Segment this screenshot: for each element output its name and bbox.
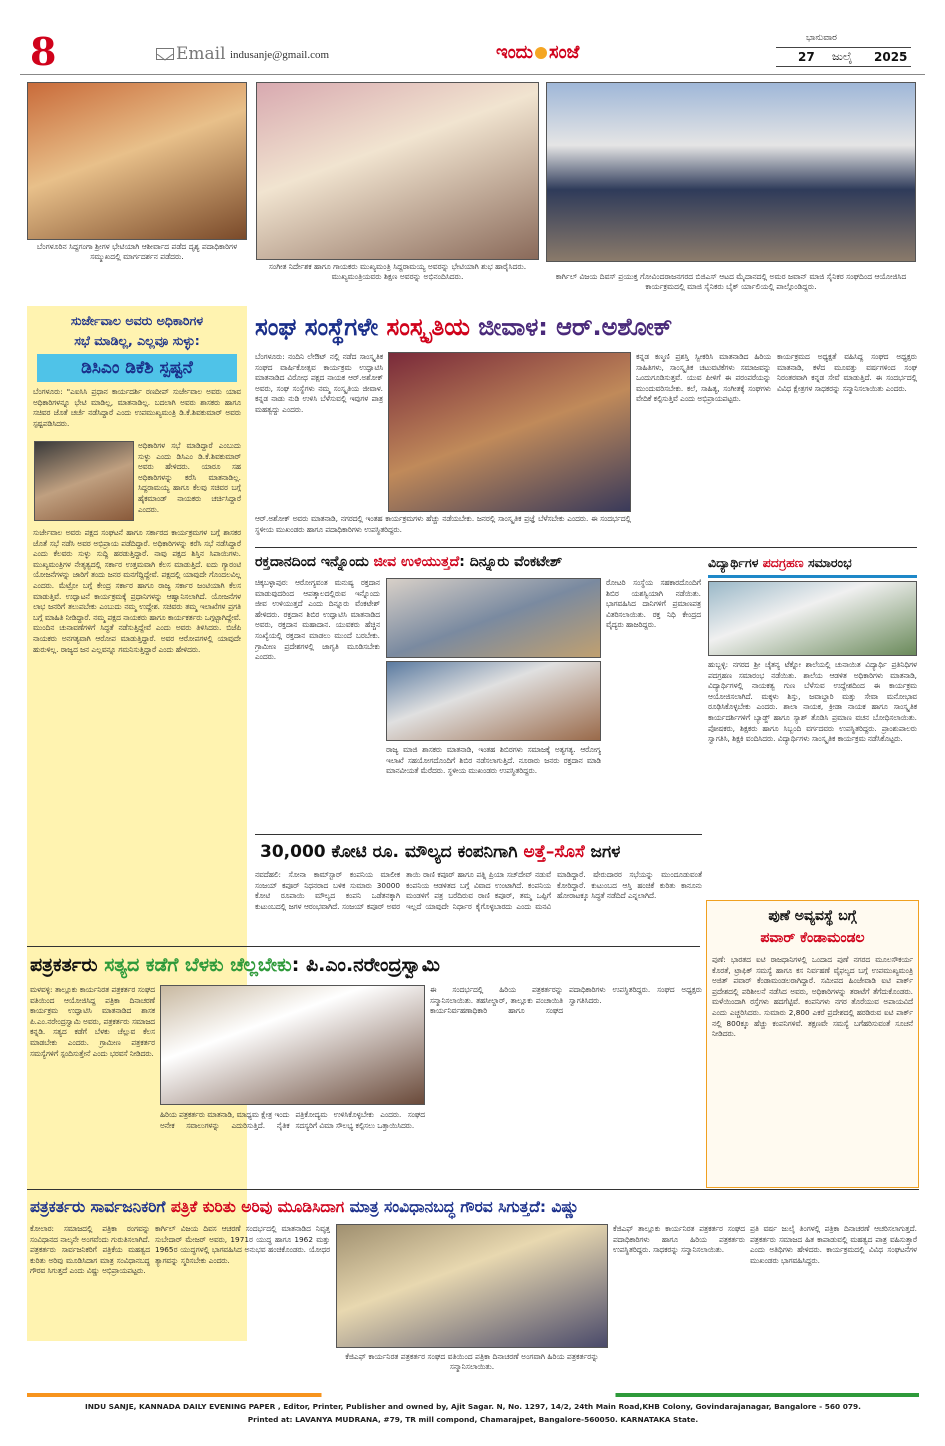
constitution-headline-part2: ಪತ್ರಿಕೆ ಕುರಿತು ಅರಿವು ಮೂಡಿಸಿದಾಗ: [170, 1198, 345, 1216]
caption-photo2: ಸಂಗೀತ ನಿರ್ದೇಶಕ ಹಾಗೂ ಗಾಯಕರು ಮುಖ್ಯಮಂತ್ರಿ ಸಿದ್ದರಾಮಯ್ಯ ಅವರನ್ನು ಭೇಟಿಯಾಗಿ ಶುಭ ಹಾರೈಸಿದರು. ಮುಖ್ಯಮಂತ್ರಿಯವರು ಶಿಕ್ಷಣ ಅವರನ್ನು ಅಭಿನಂದಿಸಿದರು.: [268, 262, 527, 281]
blood-story-rule: [255, 834, 702, 835]
blood-story-col3: ರೋಟರಿ ಸಂಸ್ಥೆಯ ಸಹಕಾರದೊಂದಿಗೆ ಶಿಬಿರ ಯಶಸ್ವಿಯಾಗಿ ನಡೆಯಿತು. ಭಾಗವಹಿಸಿದ ದಾನಿಗಳಿಗೆ ಪ್ರಮಾಣಪತ್ರ ವಿತರಿಸಲಾಯಿತು. ರಕ್ತ ನಿಧಿ ಕೇಂದ್ರದ ವೈದ್ಯರು ಹಾಜರಿದ್ದರು.: [606, 578, 701, 630]
journalists-bottom-rule: [27, 1189, 919, 1190]
envelope-icon: [156, 48, 174, 60]
journalists-headline-part3: : ಪಿ.ಎಂ.ನರೇಂದ್ರಸ್ವಾಮಿ: [291, 954, 440, 976]
paper-name-part2: ಸಂಜೆ: [549, 42, 580, 63]
year: 2025: [874, 50, 908, 64]
journalists-story-col2: ಹಿರಿಯ ಪತ್ರಕರ್ತರು ಮಾತನಾಡಿ, ಮಾಧ್ಯಮ ಕ್ಷೇತ್ರ ಇಂದು ಅನೇಕ ಸವಾಲುಗಳನ್ನು ಎದುರಿಸುತ್ತಿದೆ. ನೈತಿಕ ಪತ್ರಿಕೋದ್ಯಮ ಉಳಿಸಿಕೊಳ್ಳಬೇಕು ಎಂದರು. ಸಂಘದ ಸದಸ್ಯರಿಗೆ ವಿಮಾ ಸೌಲಭ್ಯ ಕಲ್ಪಿಸಲು ಒತ್ತಾಯಿಸಿದರು.: [160, 1110, 425, 1130]
left-headline-line1: ಸುರ್ಜೇವಾಲ ಅವರು ಅಧಿಕಾರಿಗಳ: [70, 313, 204, 328]
photo-dk-shivakumar: [34, 441, 134, 521]
constitution-story-col2: ಕಾರ್ಗಿಲ್ ವಿಜಯ ದಿವಸ ಆಚರಣೆ ಸಂದರ್ಭದಲ್ಲಿ ಮಾತನಾಡಿದ ನಿವೃತ್ತ ಸುಬೇದಾರ್ ಮೇಜರ್ ಅವರು, 1971ರ ಯುದ್ಧ ಹಾಗೂ 1962 ಮತ್ತು 1965ರ ಯುದ್ಧಗಳಲ್ಲಿ ಭಾಗವಹಿಸಿದ ಅನುಭವ ಹಂಚಿಕೊಂಡರು. ಯೋಧರ ತ್ಯಾಗವನ್ನು ಸ್ಮರಿಸಬೇಕು ಎಂದರು.: [155, 1224, 330, 1265]
paper-logo: [496, 42, 579, 63]
sun-icon: [535, 47, 547, 59]
email-label: Email: [176, 44, 226, 64]
caption-photo3: ಕಾರ್ಗಿಲ್ ವಿಜಯ ದಿವಸ್ ಪ್ರಯುಕ್ತ ಗೋವಿಂದರಾಜನಗರದ ಬಿಜಿಎಸ್ ಆಟದ ಮೈದಾನದಲ್ಲಿ ಅಮರ ಜವಾನ್ ಮಾಜಿ ಸೈನಿಕರ ಸಂಘದಿಂದ ಆಯೋಜಿಸಿದ ಕಾರ್ಯಕ್ರಮದಲ್ಲಿ ಮಾಜಿ ಸೈನಿಕರು ಬೈಕ್ ರ್ಯಾಲಿಯಲ್ಲಿ ಪಾಲ್ಗೊಂಡಿದ್ದರು.: [555, 272, 907, 291]
left-headline-line3: ಡಿಸಿಎಂ ಡಿಕೆಶಿ ಸ್ಪಷ್ಟನೆ: [37, 354, 237, 382]
left-story-text-side: ಅಧಿಕಾರಿಗಳ ಸಭೆ ಮಾಡಿದ್ದಾರೆ ಎಂಬುದು ಸುಳ್ಳು ಎಂದು ಡಿಸಿಎಂ ಡಿ.ಕೆ.ಶಿವಕುಮಾರ್ ಅವರು ಹೇಳಿದರು. ಯಾರೂ ಸಹ ಅಧಿಕಾರಿಗಳನ್ನು ಕರೆಸಿ ಮಾತನಾಡಿಲ್ಲ. ಸಿದ್ದರಾಮಯ್ಯ ಹಾಗೂ ಕೆಲವು ಸಚಿವರ ಬಗ್ಗೆ ಹೈಕಮಾಂಡ್ ನಾಯಕರು ಚರ್ಚಿಸಿದ್ದಾರೆ ಎಂದರು.: [138, 441, 241, 514]
paper-name-part1: ಇಂದು: [496, 42, 534, 63]
main-story-col2: ಕನ್ನಡ ಕಣ್ಮಣಿ ಪ್ರಶಸ್ತಿ ಸ್ವೀಕರಿಸಿ ಮಾತನಾಡಿದ ಹಿರಿಯ ಸಾಹಿತಿಗಳು, ಸಾಂಸ್ಕೃತಿಕ ಚಟುವಟಿಕೆಗಳು ಸಮಾಜವನ್ನು ಒಂದುಗೂಡಿಸುತ್ತವೆ. ಯುವ ಪೀಳಿಗೆ ಈ ಪರಂಪರೆಯನ್ನು ಮುಂದುವರಿಸಬೇಕು. ಕಲೆ, ಸಾಹಿತ್ಯ, ಸಂಗೀತಕ್ಕೆ ಸಂಘಗಳು ವೇದಿಕೆ ಕಲ್ಪಿಸುತ್ತಿವೆ ಎಂದು ಅಭಿಪ್ರಾಯಪಟ್ಟರು.: [636, 352, 771, 404]
left-story-text-top: ಬೆಂಗಳೂರು: "ಎಐಸಿಸಿ ಪ್ರಧಾನ ಕಾರ್ಯದರ್ಶಿ ರಣದೀಪ್ ಸುರ್ಜೇವಾಲ ಅವರು ಯಾವ ಅಧಿಕಾರಿಗಳನ್ನೂ ಭೇಟಿ ಮಾಡಿಲ್ಲ, ಮಾತನಾಡಿಲ್ಲ. ಬದಲಾಗಿ ಅವರು ಶಾಸಕರು ಹಾಗೂ ಸಚಿವರ ಜೊತೆ ಚರ್ಚೆ ನಡೆಸಿದ್ದಾರೆ ಎಂದು ಉಪಮುಖ್ಯಮಂತ್ರಿ ಡಿ.ಕೆ.ಶಿವಕುಮಾರ್ ಅವರು ಸ್ಪಷ್ಟಪಡಿಸಿದರು.: [33, 387, 241, 428]
pune-headline-line2: ಪವಾರ್ ಕೆಂಡಾಮಂಡಲ: [760, 930, 865, 946]
photo-blood-camp-donor: [386, 661, 601, 741]
day: 27: [798, 50, 815, 64]
company-headline-part2: ಅತ್ತೆ–ಸೊಸೆ: [523, 842, 585, 862]
main-headline: [255, 310, 672, 344]
blood-story-col2: ರಾಜ್ಯ ಮಾಜಿ ಶಾಸಕರು ಮಾತನಾಡಿ, ಇಂತಹ ಶಿಬಿರಗಳು ಸಮಾಜಕ್ಕೆ ಅತ್ಯಗತ್ಯ. ಆರೋಗ್ಯ ಇಲಾಖೆ ಸಹಯೋಗದೊಂದಿಗೆ ಶಿಬಿರ ನಡೆಸಲಾಗುತ್ತಿದೆ. ನೂರಾರು ಜನರು ರಕ್ತದಾನ ಮಾಡಿ ಮಾನವೀಯತೆ ಮೆರೆದರು. ಸ್ಥಳೀಯ ಮುಖಂಡರು ಉಪಸ್ಥಿತರಿದ್ದರು.: [386, 745, 601, 776]
journalists-headline-part1: ಪತ್ರಕರ್ತರು: [30, 954, 105, 976]
company-headline: [260, 838, 620, 866]
footer-line1: INDU SANJE, KANNADA DAILY EVENING PAPER , Editor, Printer, Publisher and owned by, Ajit Sagar. N, No. 1297, 14/2, 24th Main Road,KHB Colony, Govindarajanagar, Bangalore - 560 079.: [85, 1402, 861, 1411]
pune-headline-line1: ಪುಣೆ ಅವ್ಯವಸ್ಥೆ ಬಗ್ಗೆ: [768, 908, 857, 924]
month: ಜುಲೈ: [832, 50, 853, 63]
main-story-lower: ಆರ್.ಅಶೋಕ್ ಅವರು ಮಾತನಾಡಿ, ನಗರದಲ್ಲಿ ಇಂತಹ ಕಾರ್ಯಕ್ರಮಗಳು ಹೆಚ್ಚು ನಡೆಯಬೇಕು. ಜನರಲ್ಲಿ ಸಾಂಸ್ಕೃತಿಕ ಪ್ರಜ್ಞೆ ಬೆಳೆಸಬೇಕು ಎಂದರು. ಈ ಸಂದರ್ಭದಲ್ಲಿ ಸ್ಥಳೀಯ ಮುಖಂಡರು ಹಾಗೂ ಪದಾಧಿಕಾರಿಗಳು ಉಪಸ್ಥಿತರಿದ್ದರು.: [255, 514, 631, 534]
company-headline-part3: ಜಗಳ: [584, 842, 621, 862]
constitution-headline-part3: ಮಾತ್ರ ಸಂವಿಧಾನಬದ್ಧ ಗೌರವ ಸಿಗುತ್ತದೆ: ವಿಷ್ಣು: [344, 1198, 580, 1216]
main-headline-part1: ಸಂಘ ಸಂಸ್ಥೆಗಳೇ: [255, 313, 387, 341]
main-headline-part3: ಜೀವಾಳ: ಆರ್.ಅಶೋಕ್: [478, 313, 673, 341]
photo-cm-meeting: [256, 82, 539, 260]
students-headline-part2: ಪದಗ್ರಹಣ: [762, 555, 804, 570]
journalists-headline-part2: ಸತ್ಯದ ಕಡೆಗೆ ಬೆಳಕು ಚೆಲ್ಲಬೇಕು: [104, 954, 292, 976]
journalists-story-col3: ಈ ಸಂದರ್ಭದಲ್ಲಿ ಹಿರಿಯ ಪತ್ರಕರ್ತರನ್ನು ಸನ್ಮಾನಿಸಲಾಯಿತು. ತಹಸೀಲ್ದಾರ್, ತಾಲ್ಲೂಕು ಪಂಚಾಯಿತಿ ಕಾರ್ಯನಿರ್ವಹಣಾಧಿಕಾರಿ ಹಾಗೂ ಸಂಘದ ಪದಾಧಿಕಾರಿಗಳು ಉಪಸ್ಥಿತರಿದ್ದರು. ಸಂಘದ ಅಧ್ಯಕ್ಷರು ಸ್ವಾಗತಿಸಿದರು.: [430, 985, 702, 1016]
masthead-rule: [20, 74, 925, 75]
photo-kargil-rally: [546, 82, 916, 262]
journalists-headline: [30, 950, 440, 980]
company-headline-part1: 30,000 ಕೋಟಿ ರೂ. ಮೌಲ್ಯದ ಕಂಪನಿಗಾಗಿ: [260, 842, 524, 862]
blood-headline: [255, 551, 562, 573]
constitution-story-col3: ಕೆಜಿಎಫ್ ತಾಲ್ಲೂಕು ಕಾರ್ಯನಿರತ ಪತ್ರಕರ್ತರ ಸಂಘದ ಪದಾಧಿಕಾರಿಗಳು ಹಾಗೂ ಹಿರಿಯ ಪತ್ರಕರ್ತರು ಉಪಸ್ಥಿತರಿದ್ದರು. ಸಾಧಕರನ್ನು ಸನ್ಮಾನಿಸಲಾಯಿತು.: [613, 1224, 745, 1255]
journalists-top-rule: [27, 946, 700, 947]
students-headline-part1: ವಿದ್ಯಾರ್ಥಿಗಳ: [708, 555, 763, 570]
constitution-headline: [30, 1193, 579, 1221]
masthead: [0, 0, 945, 80]
email-value[interactable]: indusanje@gmail.com: [230, 49, 330, 61]
main-story-col3: ಕಾರ್ಯಕ್ರಮದ ಅಧ್ಯಕ್ಷತೆ ವಹಿಸಿದ್ದ ಸಂಘದ ಅಧ್ಯಕ್ಷರು ಮಾತನಾಡಿ, ಕಳೆದ ಮೂವತ್ತು ವರ್ಷಗಳಿಂದ ಸಂಘ ನಿರಂತರವಾಗಿ ಕನ್ನಡ ಸೇವೆ ಮಾಡುತ್ತಿದೆ. ಈ ಸಂದರ್ಭದಲ್ಲಿ ವಿವಿಧ ಕ್ಷೇತ್ರಗಳ ಸಾಧಕರನ್ನು ಸನ್ಮಾನಿಸಲಾಯಿತು ಎಂದರು.: [777, 352, 917, 393]
blood-headline-part3: : ದಿನ್ನೂರು ವೆಂಕಟೇಶ್: [459, 554, 563, 570]
photo-students-ceremony: [708, 581, 917, 656]
blood-headline-part2: ಜೀವ ಉಳಿಯುತ್ತದೆ: [373, 554, 460, 570]
blood-story-col1: ಚಿಕ್ಕಬಳ್ಳಾಪುರ: ಆರೋಗ್ಯವಂತ ಮನುಷ್ಯ ರಕ್ತದಾನ ಮಾಡುವುದರಿಂದ ಆಪತ್ಕಾಲದಲ್ಲಿರುವ ಇನ್ನೊಂದು ಜೀವ ಉಳಿಯುತ್ತದೆ ಎಂದು ದಿನ್ನೂರು ವೆಂಕಟೇಶ್ ಹೇಳಿದರು. ರಕ್ತದಾನ ಶಿಬಿರ ಉದ್ಘಾಟಿಸಿ ಮಾತನಾಡಿದ ಅವರು, ರಕ್ತದಾನ ಮಹಾದಾನ. ಯುವಕರು ಹೆಚ್ಚಿನ ಸಂಖ್ಯೆಯಲ್ಲಿ ರಕ್ತದಾನ ಮಾಡಲು ಮುಂದೆ ಬರಬೇಕು. ಗ್ರಾಮೀಣ ಪ್ರದೇಶಗಳಲ್ಲಿ ಜಾಗೃತಿ ಮೂಡಿಸಬೇಕು ಎಂದರು.: [255, 578, 380, 662]
constitution-story-col1: ಕೋಲಾರ: ಸಮಾಜದಲ್ಲಿ ಪತ್ರಿಕಾ ರಂಗವನ್ನು ಸಂವಿಧಾನದ ನಾಲ್ಕನೇ ಅಂಗವೆಂದು ಗುರುತಿಸಲಾಗಿದೆ. ಪತ್ರಕರ್ತರು ಸಾರ್ವಜನಿಕರಿಗೆ ಪತ್ರಿಕೆಯ ಮಹತ್ವದ ಕುರಿತು ಅರಿವು ಮೂಡಿಸಿದಾಗ ಮಾತ್ರ ಸಂವಿಧಾನಬದ್ಧ ಗೌರವ ಸಿಗುತ್ತದೆ ಎಂದು ವಿಷ್ಣು ಅಭಿಪ್ರಾಯಪಟ್ಟರು.: [30, 1224, 150, 1276]
blood-headline-part1: ರಕ್ತದಾನದಿಂದ ಇನ್ನೊಂದು: [255, 554, 374, 570]
main-story-col1: ಬೆಂಗಳೂರು: ನಂದಿನಿ ಲೇಔಟ್ ನಲ್ಲಿ ನಡೆದ ಸಾಂಸ್ಕೃತಿಕ ಸಂಘದ ವಾರ್ಷಿಕೋತ್ಸವ ಕಾರ್ಯಕ್ರಮ ಉದ್ಘಾಟಿಸಿ ಮಾತನಾಡಿದ ವಿರೋಧ ಪಕ್ಷದ ನಾಯಕ ಆರ್.ಅಶೋಕ್ ಅವರು, ಸಂಘ ಸಂಸ್ಥೆಗಳು ನಮ್ಮ ಸಂಸ್ಕೃತಿಯ ಜೀವಾಳ. ಕನ್ನಡ ನಾಡು ನುಡಿ ಉಳಿಸಿ ಬೆಳೆಸುವಲ್ಲಿ ಇವುಗಳ ಪಾತ್ರ ಮಹತ್ವದ್ದು ಎಂದರು.: [255, 352, 383, 414]
constitution-photo-caption: ಕೆಜಿಎಫ್ ಕಾರ್ಯನಿರತ ಪತ್ರಕರ್ತರ ಸಂಘದ ವತಿಯಿಂದ ಪತ್ರಿಕಾ ದಿನಾಚರಣೆ ಅಂಗವಾಗಿ ಹಿರಿಯ ಪತ್ರಕರ್ತರನ್ನು ಸನ್ಮಾನಿಸಲಾಯಿತು.: [345, 1352, 599, 1371]
company-story-text: ನವದೆಹಲಿ: ಸೋನಾ ಕಾಮ್‌ಸ್ಟಾರ್ ಕಂಪನಿಯ ಮಾಲೀಕ ಸಂಜಯ್ ಕಪೂರ್ ನಿಧನರಾದ ಬಳಿಕ ಸುಮಾರು 30000 ಕೋಟಿ ರೂಪಾಯಿ ಮೌಲ್ಯದ ಕಂಪನಿ ಒಡೆತನಕ್ಕಾಗಿ ಕುಟುಂಬದಲ್ಲಿ ಜಗಳ ಆರಂಭವಾಗಿದೆ. ಸಂಜಯ್ ಕಪೂರ್ ಅವರ ತಾಯಿ ರಾಣಿ ಕಪೂರ್ ಹಾಗೂ ಪತ್ನಿ ಪ್ರಿಯಾ ಸಚ್‌ದೇವ್ ನಡುವೆ ಕಂಪನಿಯ ಆಡಳಿತದ ಬಗ್ಗೆ ವಿವಾದ ಉಂಟಾಗಿದೆ. ಕಂಪನಿಯ ಮಂಡಳಿಗೆ ಪತ್ರ ಬರೆದಿರುವ ರಾಣಿ ಕಪೂರ್, ತಮ್ಮ ಒಪ್ಪಿಗೆ ಇಲ್ಲದೆ ಯಾವುದೇ ನಿರ್ಧಾರ ಕೈಗೊಳ್ಳಬಾರದು ಎಂದು ಮನವಿ ಮಾಡಿದ್ದಾರೆ. ಷೇರುದಾರರ ಸಭೆಯನ್ನು ಮುಂದೂಡುವಂತೆ ಕೋರಿದ್ದಾರೆ. ಕುಟುಂಬದ ಆಸ್ತಿ ಹಂಚಿಕೆ ಕುರಿತು ಕಾನೂನು ಹೋರಾಟಕ್ಕೂ ಸಿದ್ಧತೆ ನಡೆದಿದೆ ಎನ್ನಲಾಗಿದೆ.: [255, 870, 702, 911]
students-headline-part3: ಸಮಾರಂಭ: [803, 555, 852, 570]
photo-journalists-felicitation: [336, 1224, 608, 1348]
left-headline-line2: ಸಭೆ ಮಾಡಿಲ್ಲ, ಎಲ್ಲವೂ ಸುಳ್ಳು:: [74, 333, 200, 348]
page-number: 8: [30, 29, 57, 74]
constitution-headline-part1: ಪತ್ರಕರ್ತರು ಸಾರ್ವಜನಿಕರಿಗೆ: [30, 1198, 171, 1216]
weekday: ಭಾನುವಾರ: [806, 33, 837, 43]
left-story-text-bottom: ಸುರ್ಜೇವಾಲ ಅವರು ಪಕ್ಷದ ಸಂಘಟನೆ ಹಾಗೂ ಸರ್ಕಾರದ ಕಾರ್ಯಕ್ರಮಗಳ ಬಗ್ಗೆ ಶಾಸಕರ ಜೊತೆ ಸಭೆ ನಡೆಸಿ ಅವರ ಅಭಿಪ್ರಾಯ ಪಡೆದಿದ್ದಾರೆ. ಅಧಿಕಾರಿಗಳನ್ನು ಕರೆಸಿ ಸಭೆ ನಡೆಸಿದ್ದಾರೆ ಎಂದು ಕೆಲವರು ಸುಳ್ಳು ಸುದ್ದಿ ಹರಡುತ್ತಿದ್ದಾರೆ. ನಾವು ಪಕ್ಷದ ಶಿಸ್ತಿನ ಸಿಪಾಯಿಗಳು. ಮುಖ್ಯಮಂತ್ರಿಗಳ ನೇತೃತ್ವದಲ್ಲಿ ಸರ್ಕಾರ ಉತ್ತಮವಾಗಿ ಕೆಲಸ ಮಾಡುತ್ತಿದೆ. ಐದು ಗ್ಯಾರಂಟಿ ಯೋಜನೆಗಳನ್ನು ಜಾರಿಗೆ ತಂದು ಜನರ ಮನಗೆದ್ದಿದ್ದೇವೆ. ಪಕ್ಷದಲ್ಲಿ ಯಾವುದೇ ಗೊಂದಲವಿಲ್ಲ ಎಂದರು. ಮೆಟ್ರೋ ಬಗ್ಗೆ ಕೇಂದ್ರ ಸರ್ಕಾರ ಹಾಗೂ ರಾಜ್ಯ ಸರ್ಕಾರ ಜಂಟಿಯಾಗಿ ಕೆಲಸ ಮಾಡುತ್ತಿವೆ. ಉದ್ಘಾಟನೆ ಕಾರ್ಯಕ್ರಮಕ್ಕೆ ಪ್ರಧಾನಿಗಳನ್ನು ಆಹ್ವಾನಿಸಲಾಗಿದೆ. ಯೋಜನೆಗಳ ಲಾಭ ಜನರಿಗೆ ತಲುಪಬೇಕು ಎಂಬುದು ನಮ್ಮ ಉದ್ದೇಶ. ಸಚಿವರು ತಮ್ಮ ಇಲಾಖೆಗಳ ಪ್ರಗತಿ ಬಗ್ಗೆ ಮಾಹಿತಿ ನೀಡಿದ್ದಾರೆ. ನಮ್ಮ ಪಕ್ಷದ ನಾಯಕರು ಹಾಗೂ ಕಾರ್ಯಕರ್ತರು ಒಗ್ಗಟ್ಟಾಗಿದ್ದೇವೆ. ಮುಂದಿನ ಚುನಾವಣೆಗಳಿಗೆ ಸಿದ್ಧತೆ ನಡೆಸುತ್ತಿದ್ದೇವೆ ಎಂದು ಅವರು ತಿಳಿಸಿದರು. ಬಿಜೆಪಿ ನಾಯಕರು ಅನಗತ್ಯವಾಗಿ ಆರೋಪ ಮಾಡುತ್ತಿದ್ದಾರೆ. ಅವರ ಆರೋಪಗಳಲ್ಲಿ ಯಾವುದೇ ಹುರುಳಿಲ್ಲ. ರಾಜ್ಯದ ಜನ ಎಲ್ಲವನ್ನೂ ಗಮನಿಸುತ್ತಿದ್ದಾರೆ ಎಂದು ಹೇಳಿದರು.: [33, 528, 241, 654]
date-box: [776, 33, 911, 69]
photo-blood-camp-group: [386, 578, 601, 658]
caption-photo1: ಬೆಂಗಳೂರಿನ ಸಿದ್ದಗಂಗಾ ಶ್ರೀಗಳ ಭೇಟಿಯಾಗಿ ಆಶೀರ್ವಾದ ಪಡೆದ ದೃಶ್ಯ ಪದಾಧಿಕಾರಿಗಳ ಸಮ್ಮುಖದಲ್ಲಿ ಮಾರ್ಗದರ್ಶನ ಪಡೆದರು.: [36, 242, 238, 261]
photo-swamiji-visit: [27, 82, 247, 240]
photo-ashok-event: [388, 352, 631, 512]
footer-tricolor: [27, 1393, 919, 1397]
main-story-rule: [255, 547, 917, 548]
photo-journalists-event: [160, 985, 425, 1105]
pune-story-text: ಪುಣೆ: ಭಾರತದ ಐಟಿ ರಾಜಧಾನಿಗಳಲ್ಲಿ ಒಂದಾದ ಪುಣೆ ನಗರದ ಮೂಲಸೌಕರ್ಯ ಕೊರತೆ, ಟ್ರಾಫಿಕ್ ಸಮಸ್ಯೆ ಹಾಗೂ ಕಸ ನಿರ್ವಹಣೆ ವೈಫಲ್ಯದ ಬಗ್ಗೆ ಉಪಮುಖ್ಯಮಂತ್ರಿ ಅಜಿತ್ ಪವಾರ್ ಕೆಂಡಾಮಂಡಲರಾಗಿದ್ದಾರೆ. ಸಮೀಪದ ಹಿಂಜೇವಾಡಿ ಐಟಿ ಪಾರ್ಕ್ ಪ್ರದೇಶದಲ್ಲಿ ಪರಿಶೀಲನೆ ನಡೆಸಿದ ಅವರು, ಅಧಿಕಾರಿಗಳನ್ನು ತರಾಟೆಗೆ ತೆಗೆದುಕೊಂಡರು. ಮಳೆಯಿಂದಾಗಿ ರಸ್ತೆಗಳು ಹದಗೆಟ್ಟಿವೆ. ಕಂಪನಿಗಳು ನಗರ ತೊರೆಯುವ ಅಪಾಯವಿದೆ ಎಂದು ಎಚ್ಚರಿಸಿದರು. ಸುಮಾರು 2,800 ಎಕರೆ ಪ್ರದೇಶದಲ್ಲಿ ಹರಡಿರುವ ಐಟಿ ಪಾರ್ಕ್ ನಲ್ಲಿ 800ಕ್ಕೂ ಹೆಚ್ಚು ಕಂಪನಿಗಳಿವೆ. ತಕ್ಷಣವೇ ಸಮಸ್ಯೆ ಬಗೆಹರಿಸುವಂತೆ ಸೂಚನೆ ನೀಡಿದರು.: [712, 955, 913, 1039]
constitution-story-col4: ಪ್ರತಿ ವರ್ಷ ಜುಲೈ ತಿಂಗಳಲ್ಲಿ ಪತ್ರಿಕಾ ದಿನಾಚರಣೆ ಆಚರಿಸಲಾಗುತ್ತದೆ. ಪತ್ರಕರ್ತರು ಸಮಾಜದ ಹಿತ ಕಾಪಾಡುವಲ್ಲಿ ಮಹತ್ವದ ಪಾತ್ರ ವಹಿಸುತ್ತಾರೆ ಎಂದು ಅತಿಥಿಗಳು ಹೇಳಿದರು. ಕಾರ್ಯಕ್ರಮದಲ್ಲಿ ವಿವಿಧ ಸಂಘಟನೆಗಳ ಮುಖಂಡರು ಭಾಗವಹಿಸಿದ್ದರು.: [750, 1224, 917, 1265]
footer-line2: Printed at: LAVANYA MUDRANA, #79, TR mill compond, Chamarajpet, Bangalore-560050. KARNATAKA State.: [247, 1415, 699, 1424]
students-headline-bar: [708, 575, 917, 578]
students-story-text: ಹುಬ್ಬಳ್ಳಿ: ನಗರದ ಶ್ರೀ ಚೈತನ್ಯ ಟೆಕ್ನೋ ಶಾಲೆಯಲ್ಲಿ ಚುನಾಯಿತ ವಿದ್ಯಾರ್ಥಿ ಪ್ರತಿನಿಧಿಗಳ ಪದಗ್ರಹಣ ಸಮಾರಂಭ ನಡೆಯಿತು. ಶಾಲೆಯ ಆಡಳಿತ ಅಧಿಕಾರಿಗಳು ಮಾತನಾಡಿ, ವಿದ್ಯಾರ್ಥಿಗಳಲ್ಲಿ ನಾಯಕತ್ವ ಗುಣ ಬೆಳೆಸುವ ಉದ್ದೇಶದಿಂದ ಈ ಕಾರ್ಯಕ್ರಮ ಆಯೋಜಿಸಲಾಗಿದೆ. ಮಕ್ಕಳು ಶಿಸ್ತು, ಜವಾಬ್ದಾರಿ ಮತ್ತು ಸೇವಾ ಮನೋಭಾವ ರೂಢಿಸಿಕೊಳ್ಳಬೇಕು ಎಂದರು. ಶಾಲಾ ನಾಯಕ, ಕ್ರೀಡಾ ನಾಯಕ ಹಾಗೂ ಸಾಂಸ್ಕೃತಿಕ ಕಾರ್ಯದರ್ಶಿಗಳಿಗೆ ಬ್ಯಾಡ್ಜ್ ಹಾಗೂ ಸ್ಯಾಶ್ ತೊಡಿಸಿ ಪ್ರಮಾಣ ವಚನ ಬೋಧಿಸಲಾಯಿತು. ಪೋಷಕರು, ಶಿಕ್ಷಕರು ಹಾಗೂ ಸಿಬ್ಬಂದಿ ವರ್ಗದವರು ಉಪಸ್ಥಿತರಿದ್ದರು. ಪ್ರಾಂಶುಪಾಲರು ಸ್ವಾಗತಿಸಿ, ಶಿಕ್ಷಕಿ ವಂದಿಸಿದರು. ವಿದ್ಯಾರ್ಥಿಗಳು ಸಾಂಸ್ಕೃತಿಕ ಕಾರ್ಯಕ್ರಮ ನಡೆಸಿಕೊಟ್ಟರು.: [708, 660, 917, 744]
students-headline: [708, 553, 852, 573]
journalists-story-col1: ಮಳವಳ್ಳಿ: ತಾಲ್ಲೂಕು ಕಾರ್ಯನಿರತ ಪತ್ರಕರ್ತರ ಸಂಘದ ವತಿಯಿಂದ ಆಯೋಜಿಸಿದ್ದ ಪತ್ರಿಕಾ ದಿನಾಚರಣೆ ಕಾರ್ಯಕ್ರಮ ಉದ್ಘಾಟಿಸಿ ಮಾತನಾಡಿದ ಶಾಸಕ ಪಿ.ಎಂ.ನರೇಂದ್ರಸ್ವಾಮಿ ಅವರು, ಪತ್ರಕರ್ತರು ಸಮಾಜದ ಕನ್ನಡಿ. ಸತ್ಯದ ಕಡೆಗೆ ಬೆಳಕು ಚೆಲ್ಲುವ ಕೆಲಸ ಮಾಡಬೇಕು ಎಂದರು. ಗ್ರಾಮೀಣ ಪತ್ರಕರ್ತರ ಸಮಸ್ಯೆಗಳಿಗೆ ಸ್ಪಂದಿಸುತ್ತೇನೆ ಎಂದು ಭರವಸೆ ನೀಡಿದರು.: [30, 985, 155, 1058]
main-headline-part2: ಸಂಸ್ಕೃತಿಯ: [386, 313, 479, 341]
